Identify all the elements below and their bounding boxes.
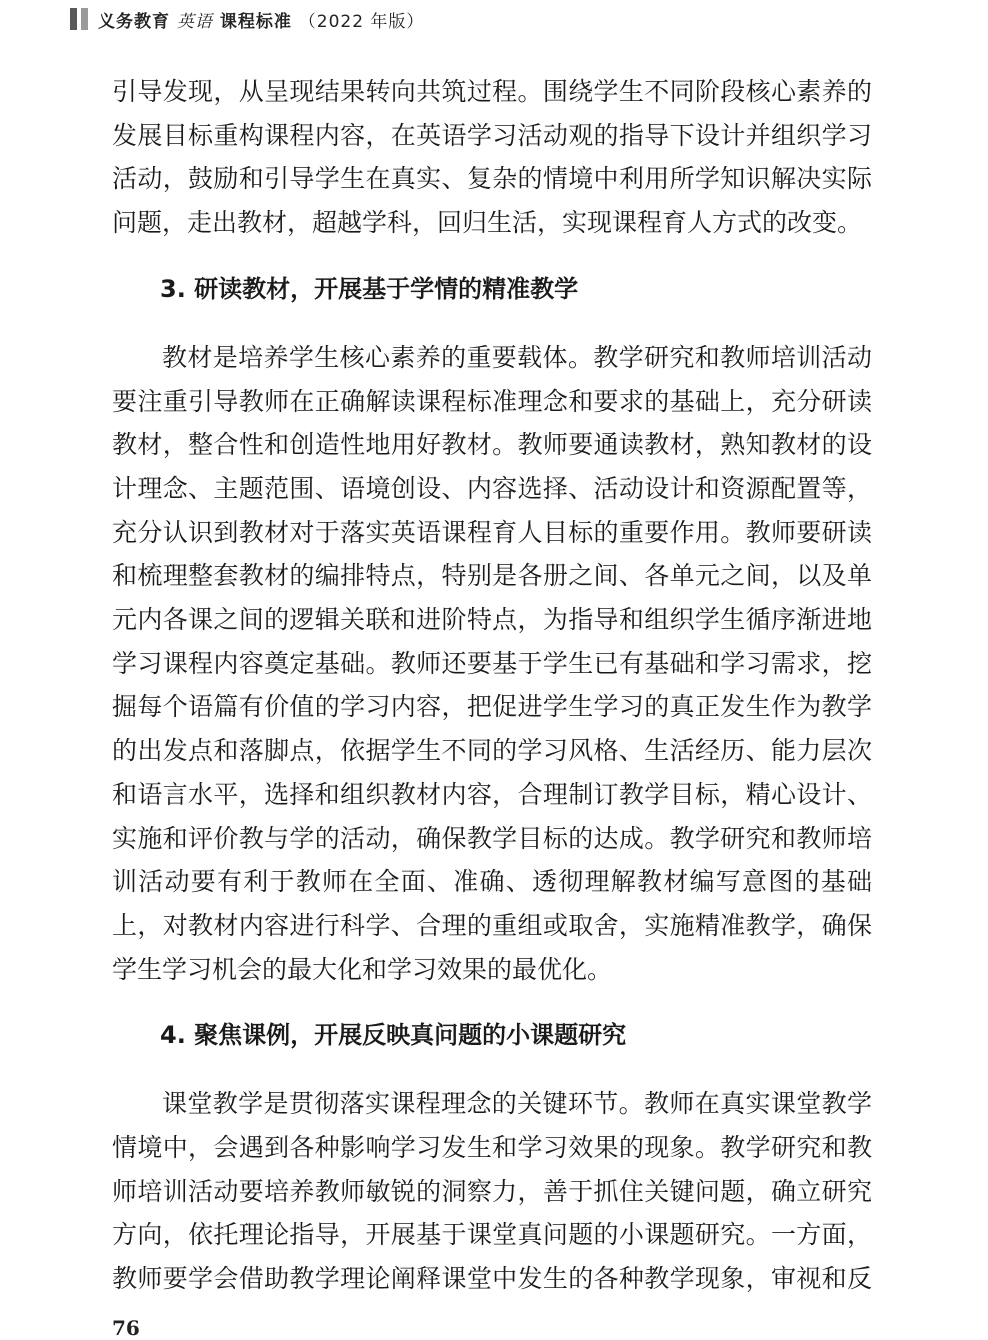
section-3-heading: 3. 研读教材，开展基于学情的精准教学 [160, 274, 579, 303]
text-line: 师培训活动要培养教师敏锐的洞察力，善于抓住关键问题，确立研究 [112, 1176, 872, 1206]
text-line: 的出发点和落脚点，依据学生不同的学习风格、生活经历、能力层次 [112, 736, 872, 766]
header-bar-dark [70, 8, 77, 30]
text-line: 元内各课之间的逻辑关联和进阶特点，为指导和组织学生循序渐进地 [112, 605, 872, 635]
text-line: 教材，整合性和创造性地用好教材。教师要通读教材，熟知教材的设 [112, 430, 872, 460]
text-line: 教材是培养学生核心素养的重要载体。教学研究和教师培训活动 [162, 342, 872, 372]
header-edition: （2022 年版） [298, 11, 425, 32]
text-line: 引导发现，从呈现结果转向共筑过程。围绕学生不同阶段核心素养的 [112, 77, 872, 106]
text-line: 实施和评价教与学的活动，确保教学目标的达成。教学研究和教师培 [112, 823, 872, 853]
text-line: 发展目标重构课程内容，在英语学习活动观的指导下设计并组织学习 [112, 120, 872, 150]
header-title-part2: 课程标准 [219, 11, 292, 32]
text-line: 教师要学会借助教学理论阐释课堂中发生的各种教学现象，审视和反 [112, 1264, 872, 1294]
header-bar-light [81, 8, 88, 30]
text-line: 掘每个语篇有价值的学习内容，把促进学生学习的真正发生作为教学 [112, 692, 872, 722]
text-line: 方向，依托理论指导，开展基于课堂真问题的小课题研究。一方面， [112, 1220, 872, 1250]
text-line: 计理念、主题范围、语境创设、内容选择、活动设计和资源配置等， [112, 473, 872, 503]
text-line: 要注重引导教师在正确解读课程标准理念和要求的基础上，充分研读 [112, 386, 872, 416]
text-line: 活动，鼓励和引导学生在真实、复杂的情境中利用所学知识解决实际 [112, 164, 872, 194]
text-line: 学习课程内容奠定基础。教师还要基于学生已有基础和学习需求，挖 [112, 648, 872, 678]
text-line: 学生学习机会的最大化和学习效果的最优化。 [112, 954, 613, 984]
text-line: 上，对教材内容进行科学、合理的重组或取舍，实施精准教学，确保 [112, 910, 872, 940]
text-line: 问题，走出教材，超越学科，回归生活，实现课程育人方式的改变。 [112, 208, 863, 238]
text-line: 和梳理整套教材的编排特点，特别是各册之间、各单元之间，以及单 [112, 561, 872, 591]
paragraph-intro [112, 70, 872, 245]
text-line: 和语言水平，选择和组织教材内容，合理制订教学目标，精心设计、 [112, 779, 872, 809]
header-title [98, 7, 424, 32]
text-line: 充分认识到教材对于落实英语课程育人目标的重要作用。教师要研读 [112, 517, 872, 547]
section-3-paragraph [112, 336, 872, 992]
text-line: 情境中，会遇到各种影响学习发生和学习效果的现象。教学研究和教 [112, 1133, 872, 1163]
text-line: 训活动要有利于教师在全面、准确、透彻理解教材编写意图的基础 [112, 867, 872, 897]
page-number: 76 [112, 1316, 140, 1340]
header-title-subject: 英语 [176, 11, 213, 32]
section-4-paragraph [112, 1082, 872, 1301]
running-header [70, 6, 424, 32]
text-line: 课堂教学是贯彻落实课程理念的关键环节。教师在真实课堂教学 [162, 1089, 872, 1119]
header-title-part1: 义务教育 [98, 11, 170, 32]
header-bars-decoration [70, 8, 88, 30]
section-4-heading: 4. 聚焦课例，开展反映真问题的小课题研究 [160, 1021, 627, 1050]
page-body [112, 70, 872, 1301]
